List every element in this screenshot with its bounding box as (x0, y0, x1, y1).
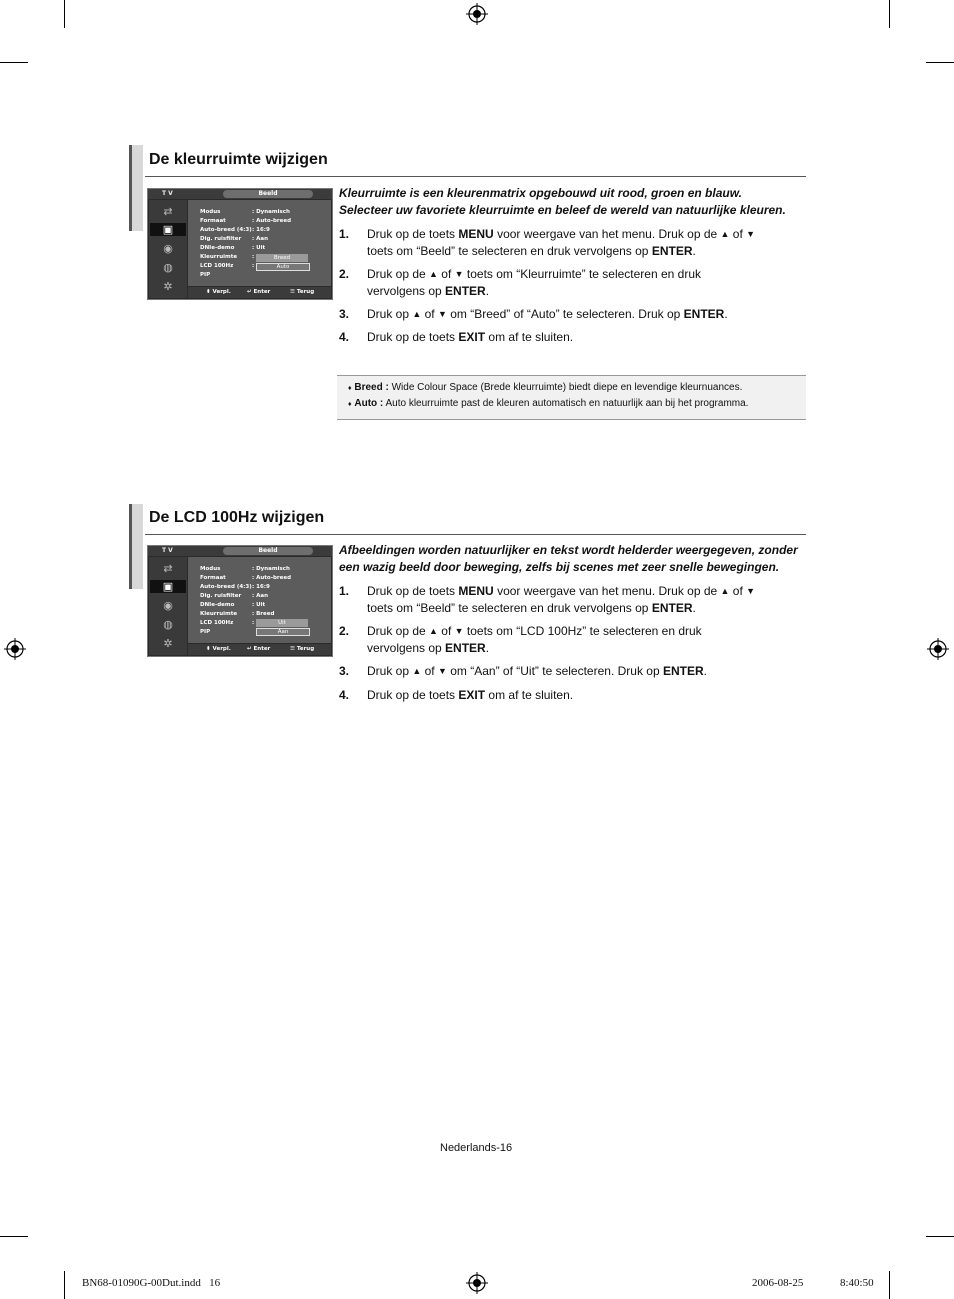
osd-row: Auto-breed (4:3) : 16:9 (200, 227, 270, 233)
slug-date: 2006-08-25 (752, 1277, 804, 1289)
registration-mark-icon (466, 3, 488, 25)
osd-row: DNIe-demo : Uit (200, 245, 266, 251)
osd-row: PIP (200, 629, 211, 635)
section-divider (145, 176, 806, 177)
arrow-down-icon: ▼ (746, 229, 756, 239)
osd-hint-return: ☰ Terug (290, 646, 315, 652)
channel-icon: ◍ (163, 618, 173, 631)
channel-icon: ◍ (163, 261, 173, 274)
osd-menu-title: Beeld (223, 190, 313, 198)
crop-mark (889, 0, 890, 28)
osd-option: Breed (256, 254, 308, 262)
section-marker (129, 145, 143, 231)
arrow-up-icon: ▲ (429, 626, 438, 636)
crop-mark (0, 1236, 28, 1237)
step-item: 4. Druk op de toets EXIT om af te sluiten. (339, 688, 574, 702)
setup-icon: ✲ (163, 280, 173, 293)
step-item: 1. Druk op de toets MENU voor weergave van het menu. Druk op de ▲ of ▼ toets om “Beeld” te selecteren en druk vervolgens op ENTER. (339, 584, 756, 615)
arrow-down-icon: ▼ (746, 586, 756, 596)
arrow-down-icon: ▼ (437, 309, 447, 319)
registration-mark-icon (927, 638, 949, 660)
crop-mark (64, 0, 65, 28)
file-slug: BN68-01090G-00Dut.indd 16 (82, 1277, 221, 1289)
arrow-down-icon: ▼ (454, 626, 464, 636)
crop-mark (0, 62, 28, 63)
arrow-up-icon: ▲ (720, 586, 730, 596)
tv-menu-screenshot (147, 545, 333, 657)
section-intro: Kleurruimte is een kleurenmatrix opgebouwd uit rood, groen en blauw. Selecteer uw favoriete kleurruimte en beleef de wereld van natuurlijke kleuren. (339, 186, 786, 217)
arrow-up-icon: ▲ (412, 309, 422, 319)
osd-sidebar (149, 557, 187, 655)
section-intro: Afbeeldingen worden natuurlijker en tekst wordt helderder weergegeven, zonder een wazig beeld door beweging, zelfs bij scenes met zeer snelle bewegingen. (339, 543, 798, 574)
slug-time: 8:40:50 (840, 1277, 874, 1289)
bullet-icon: ♦ (348, 401, 352, 408)
osd-hint-move: ⬍ Verpl. (206, 289, 231, 295)
osd-main-panel (188, 557, 331, 643)
input-icon: ⇄ (163, 205, 173, 218)
picture-icon: ▣ (150, 223, 186, 236)
osd-main-panel (188, 200, 331, 286)
osd-sidebar (149, 200, 187, 298)
note-item: ♦ Breed : Wide Colour Space (Brede kleurruimte) biedt diepe en levendige kleurnuances. (348, 382, 743, 393)
step-item: 2. Druk op de ▲ of ▼ toets om “Kleurruimte” te selecteren en druk vervolgens op ENTER. (339, 267, 702, 298)
osd-footer (188, 287, 331, 298)
osd-tv-label: T V (162, 547, 173, 554)
osd-option-selected: Aan (256, 628, 310, 636)
crop-mark (64, 1271, 65, 1299)
setup-icon: ✲ (163, 637, 173, 650)
sound-icon: ◉ (163, 242, 173, 255)
bullet-icon: ♦ (348, 385, 352, 392)
osd-header (148, 189, 332, 199)
tv-menu-screenshot (147, 188, 333, 300)
osd-hint-enter: ↵ Enter (247, 646, 271, 652)
crop-mark (926, 62, 954, 63)
osd-row: Dig. ruisfilter : Aan (200, 236, 268, 242)
crop-mark (926, 1236, 954, 1237)
osd-row: PIP (200, 272, 211, 278)
osd-hint-return: ☰ Terug (290, 289, 315, 295)
arrow-up-icon: ▲ (429, 269, 438, 279)
osd-option: Uit (256, 619, 308, 627)
sound-icon: ◉ (163, 599, 173, 612)
note-box (337, 375, 806, 420)
step-item: 2. Druk op de ▲ of ▼ toets om “LCD 100Hz” te selecteren en druk vervolgens op ENTER. (339, 624, 702, 655)
section-title: De LCD 100Hz wijzigen (149, 509, 325, 526)
step-item: 3. Druk op ▲ of ▼ om “Breed” of “Auto” te selecteren. Druk op ENTER. (339, 307, 728, 321)
osd-row: Kleurruimte : (200, 254, 255, 260)
osd-row: LCD 100Hz : (200, 620, 255, 626)
osd-row: Kleurruimte : Breed (200, 611, 275, 617)
osd-row: Formaat : Auto-breed (200, 575, 292, 581)
registration-mark-icon (4, 638, 26, 660)
input-icon: ⇄ (163, 562, 173, 575)
osd-row: Modus : Dynamisch (200, 209, 290, 215)
page-number: Nederlands-16 (440, 1142, 513, 1154)
crop-mark (889, 1271, 890, 1299)
arrow-up-icon: ▲ (412, 666, 422, 676)
osd-row: Dig. ruisfilter : Aan (200, 593, 268, 599)
picture-icon: ▣ (150, 580, 186, 593)
osd-row: LCD 100Hz : (200, 263, 255, 269)
osd-tv-label: T V (162, 190, 173, 197)
osd-footer (188, 644, 331, 655)
osd-option-selected: Auto (256, 263, 310, 271)
section-marker (129, 504, 143, 589)
section-divider (145, 534, 806, 535)
step-item: 1. Druk op de toets MENU voor weergave van het menu. Druk op de ▲ of ▼ toets om “Beeld” te selecteren en druk vervolgens op ENTER. (339, 227, 756, 258)
osd-row: Modus : Dynamisch (200, 566, 290, 572)
osd-hint-enter: ↵ Enter (247, 289, 271, 295)
step-item: 3. Druk op ▲ of ▼ om “Aan” of “Uit” te selecteren. Druk op ENTER. (339, 664, 707, 678)
osd-menu-title: Beeld (223, 547, 313, 555)
registration-mark-icon (466, 1272, 488, 1294)
arrow-down-icon: ▼ (454, 269, 464, 279)
arrow-up-icon: ▲ (720, 229, 730, 239)
arrow-down-icon: ▼ (437, 666, 447, 676)
section-title: De kleurruimte wijzigen (149, 151, 328, 168)
note-item: ♦ Auto : Auto kleurruimte past de kleuren automatisch en natuurlijk aan bij het programma. (348, 398, 749, 409)
step-item: 4. Druk op de toets EXIT om af te sluiten. (339, 330, 574, 344)
osd-row: Formaat : Auto-breed (200, 218, 292, 224)
osd-hint-move: ⬍ Verpl. (206, 646, 231, 652)
osd-row: Auto-breed (4:3) : 16:9 (200, 584, 270, 590)
osd-header (148, 546, 332, 556)
osd-row: DNIe-demo : Uit (200, 602, 266, 608)
